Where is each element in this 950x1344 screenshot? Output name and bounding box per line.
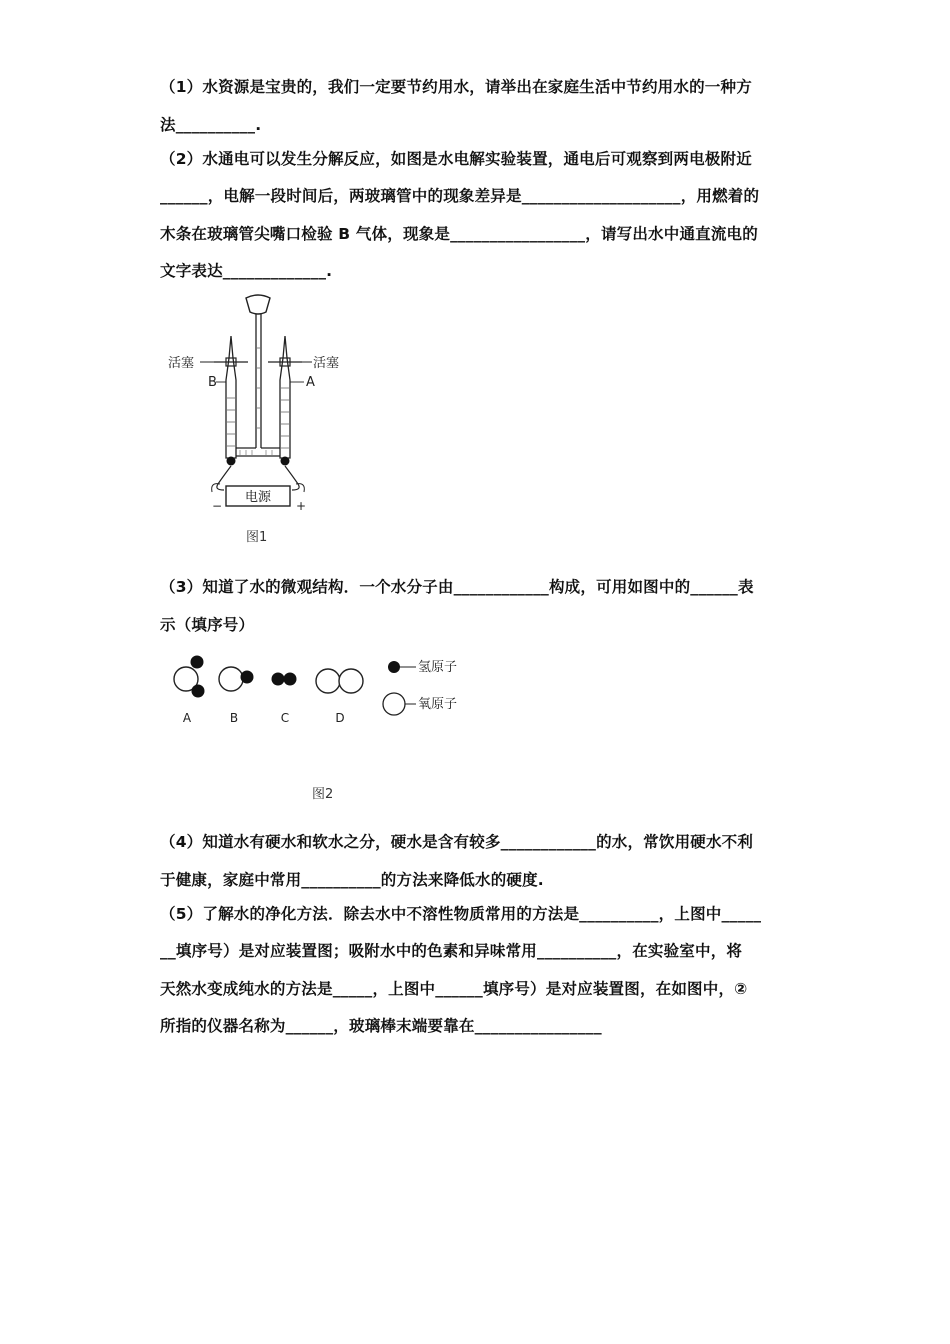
electrode-left: [227, 457, 236, 466]
model-c: [272, 673, 297, 686]
electrolysis-apparatus-figure: [160, 288, 360, 518]
plus-terminal: +: [296, 499, 307, 513]
tube-b-label: B: [208, 375, 217, 390]
electrode-right: [281, 457, 290, 466]
figure1-caption: 图1: [246, 530, 268, 545]
label-d: D: [335, 711, 345, 725]
q2-line-2: ______，电解一段时间后，两玻璃管中的现象差异是____________________，用燃着的: [160, 187, 760, 205]
tube-a-label: A: [306, 375, 315, 390]
legend-oxygen: 氧原子: [418, 697, 458, 712]
right-valve-label: 活塞: [313, 356, 340, 371]
tube-a: [280, 336, 290, 458]
model-b: [219, 667, 254, 691]
q3-line-1: （3）知道了水的微观结构．一个水分子由____________构成，可用如图中的______表: [160, 578, 754, 596]
q5-line-3: 天然水变成纯水的方法是_____，上图中______填序号）是对应装置图，在如图中，②: [160, 980, 748, 998]
q1-line-2: 法__________.: [160, 116, 262, 134]
q3-line-2: 示（填序号）: [160, 616, 255, 634]
reservoir-funnel: [246, 295, 270, 314]
left-valve-label: 活塞: [168, 356, 195, 371]
hydrogen-atom-icon: [388, 661, 400, 673]
molecule-models-figure: [160, 648, 480, 738]
tube-b: [226, 336, 236, 458]
label-a: A: [182, 711, 192, 725]
q5-line-2: __填序号）是对应装置图；吸附水中的色素和异味常用__________，在实验室中，将: [160, 942, 743, 960]
minus-terminal: −: [212, 499, 223, 513]
label-b: B: [229, 711, 239, 725]
oxygen-atom-icon: [383, 693, 405, 715]
q4-line-1: （4）知道水有硬水和软水之分，硬水是含有较多____________的水，常饮用硬水不利: [160, 833, 754, 851]
figure2-caption: 图2: [312, 787, 334, 802]
model-d: [316, 669, 363, 693]
q1-line-1: （1）水资源是宝贵的，我们一定要节约用水，请举出在家庭生活中节约用水的一种方: [160, 78, 752, 96]
label-c: C: [280, 711, 290, 725]
model-a: [174, 656, 205, 698]
q2-line-3: 木条在玻璃管尖嘴口检验 B 气体，现象是_________________，请写出水中通直流电的: [160, 225, 758, 243]
q2-line-4: 文字表达_____________.: [160, 262, 333, 280]
q4-line-2: 于健康，家庭中常用__________的方法来降低水的硬度.: [160, 871, 544, 889]
legend-hydrogen: 氢原子: [418, 660, 458, 675]
q5-line-4: 所指的仪器名称为______，玻璃棒末端要靠在________________: [160, 1017, 602, 1035]
q5-line-1: （5）了解水的净化方法．除去水中不溶性物质常用的方法是__________，上图中_____: [160, 905, 762, 923]
power-label: 电源: [244, 490, 272, 505]
q2-line-1: （2）水通电可以发生分解反应，如图是水电解实验装置，通电后可观察到两电极附近: [160, 150, 752, 168]
